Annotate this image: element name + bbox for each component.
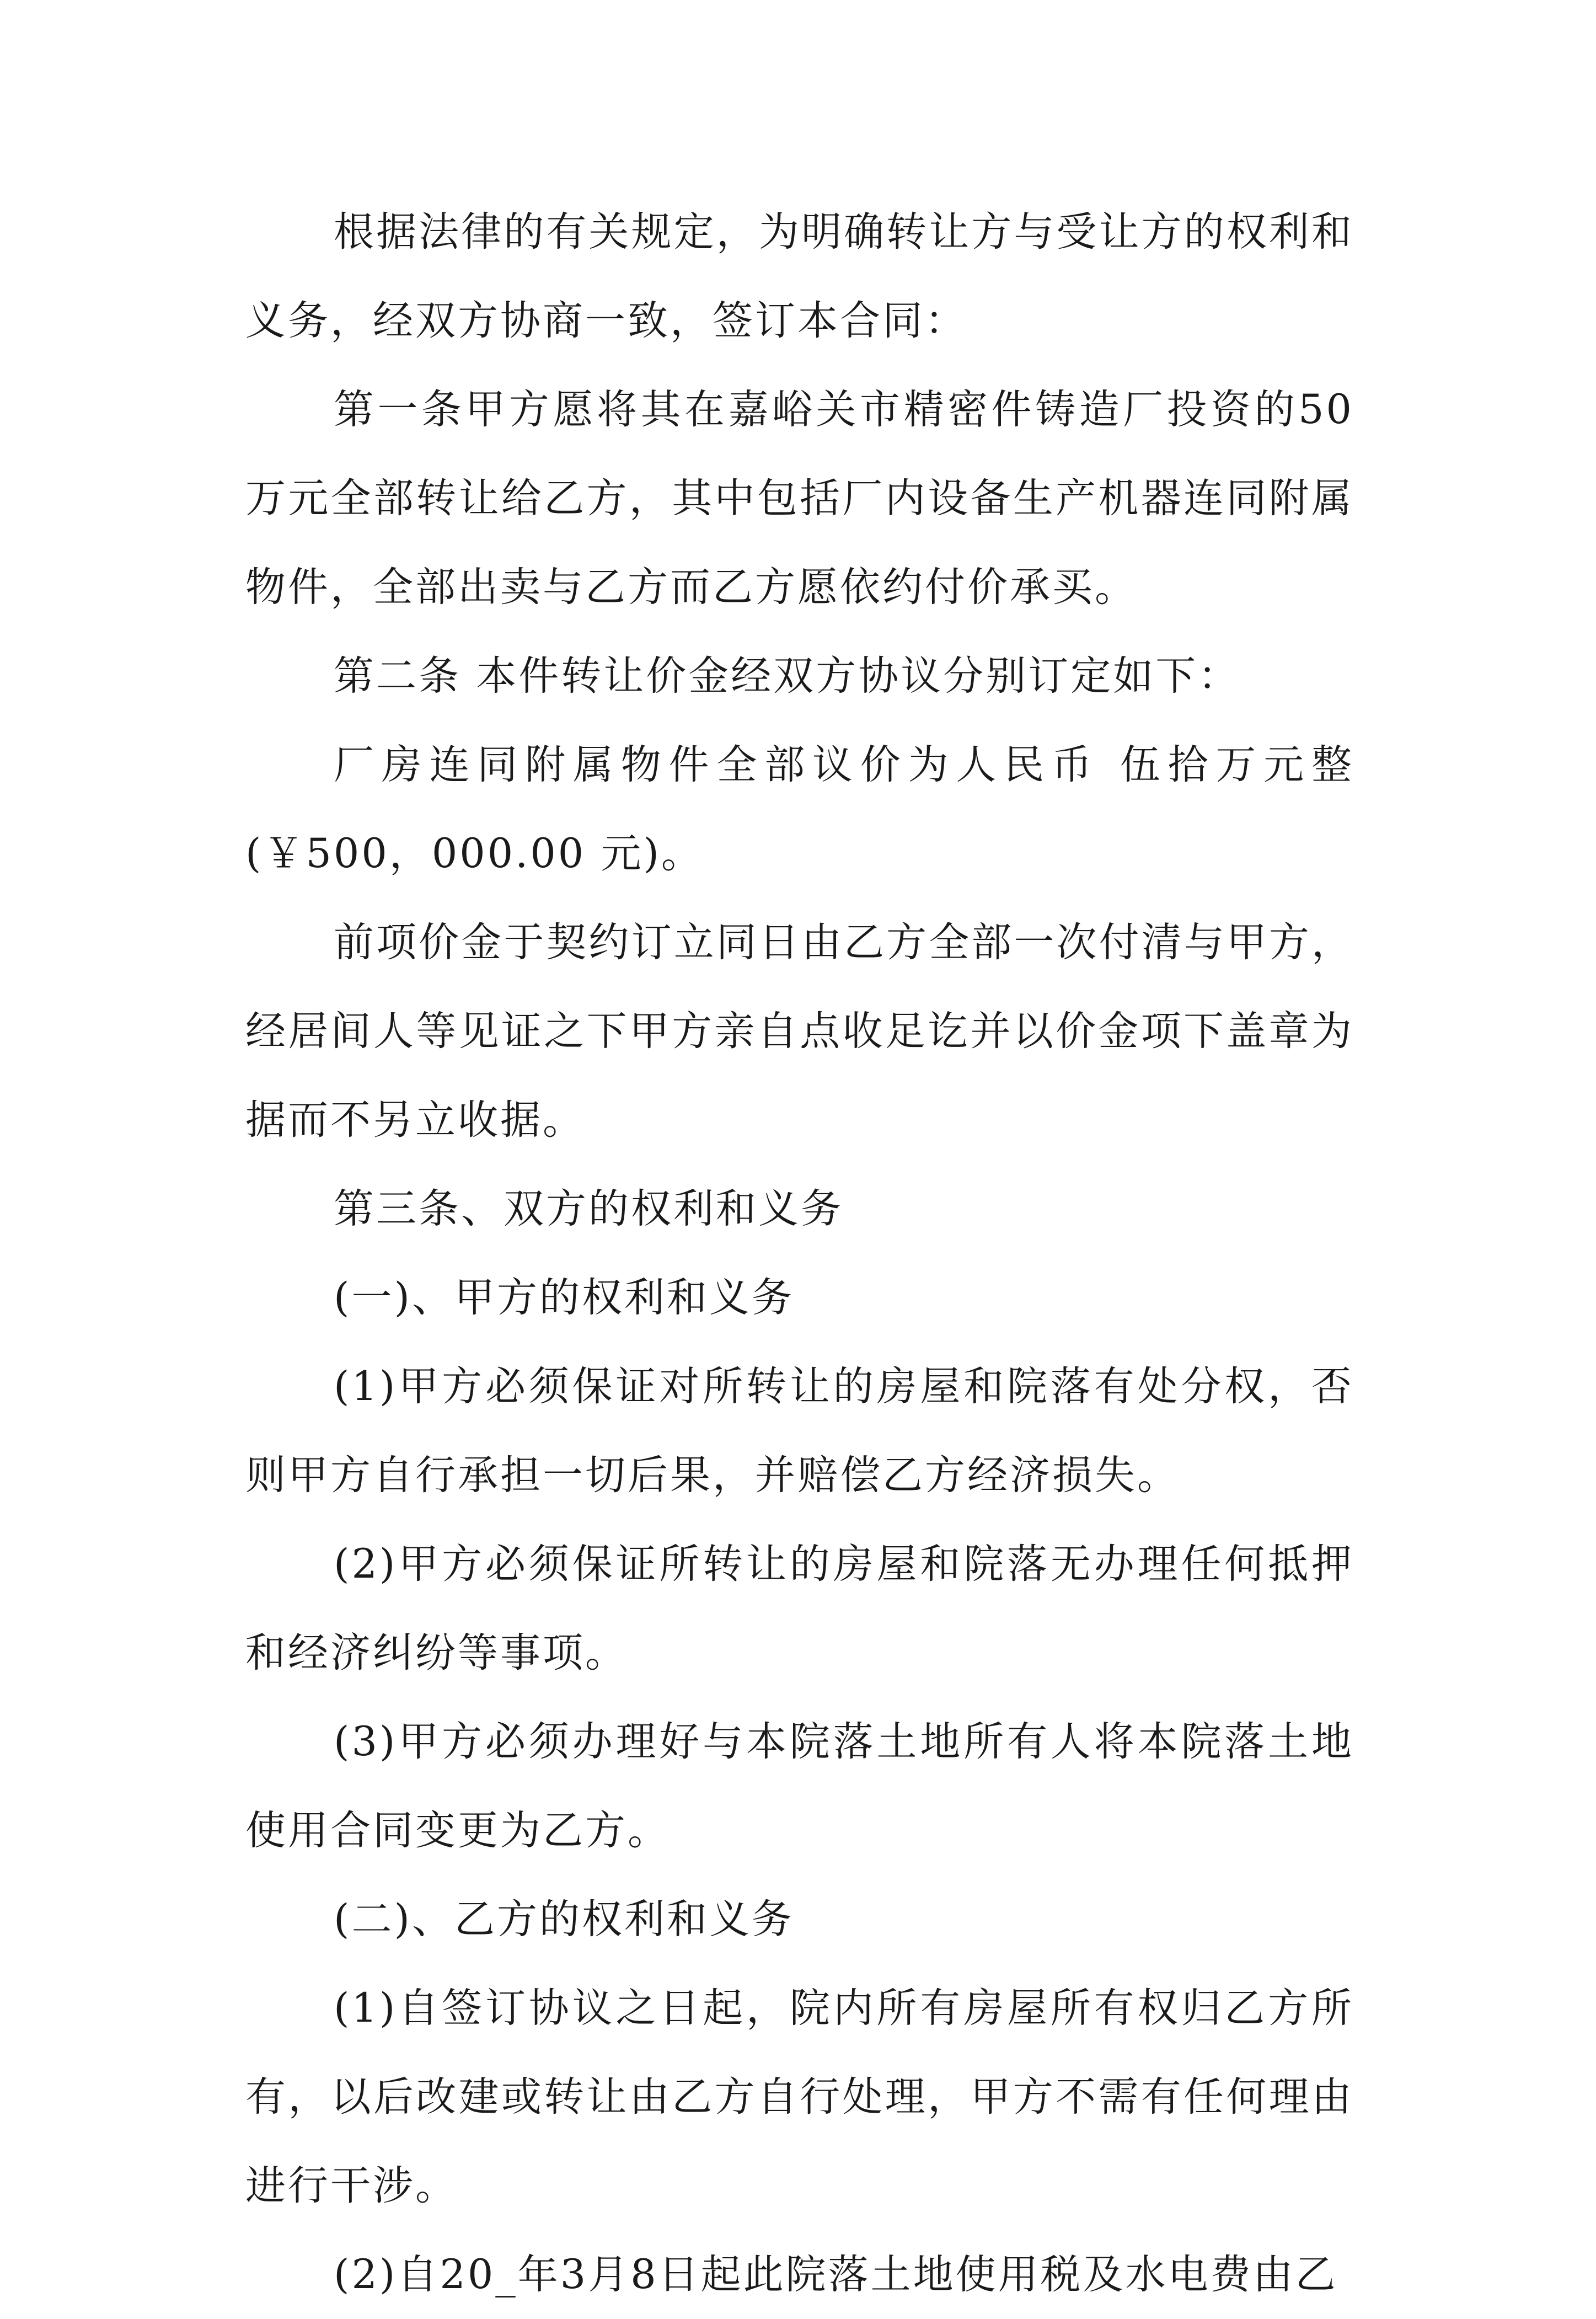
paragraph-price: 厂房连同附属物件全部议价为人民币 伍拾万元整(￥500，000.00 元)。 bbox=[245, 741, 1354, 877]
paragraph-party-a-heading: (一)、甲方的权利和义务 bbox=[334, 1274, 794, 1321]
paragraph-intro: 根据法律的有关规定，为明确转让方与受让方的权利和义务，经双方协商一致，签订本合同： bbox=[245, 209, 1354, 344]
paragraph-party-a-item-2: (2)甲方必须保证所转让的房屋和院落无办理任何抵押和经济纠纷等事项。 bbox=[245, 1541, 1354, 1676]
paragraph-article-1: 第一条甲方愿将其在嘉峪关市精密件铸造厂投资的50万元全部转让给乙方，其中包括厂内设备生产机器连同附属物件，全部出卖与乙方而乙方愿依约付价承买。 bbox=[245, 386, 1354, 611]
paragraph-party-b-item-2: (2)自20_年3月8日起此院落土地使用税及水电费由乙 bbox=[334, 2251, 1338, 2298]
paragraph-party-b-heading: (二)、乙方的权利和义务 bbox=[334, 1896, 794, 1943]
paragraph-payment: 前项价金于契约订立同日由乙方全部一次付清与甲方，经居间人等见证之下甲方亲自点收足讫并以价金项下盖章为据而不另立收据。 bbox=[245, 919, 1354, 1144]
paragraph-party-a-item-1: (1)甲方必须保证对所转让的房屋和院落有处分权，否则甲方自行承担一切后果，并赔偿乙方经济损失。 bbox=[245, 1363, 1354, 1499]
paragraph-article-2: 第二条 本件转让价金经双方协议分别订定如下： bbox=[334, 653, 1241, 699]
paragraph-article-3: 第三条、双方的权利和义务 bbox=[334, 1185, 843, 1232]
paragraph-party-b-item-1: (1)自签订协议之日起，院内所有房屋所有权归乙方所有，以后改建或转让由乙方自行处理，甲方不需有任何理由进行干涉。 bbox=[245, 1985, 1354, 2209]
paragraph-party-a-item-3: (3)甲方必须办理好与本院落土地所有人将本院落土地使用合同变更为乙方。 bbox=[245, 1718, 1354, 1854]
contract-body bbox=[245, 188, 1354, 2319]
